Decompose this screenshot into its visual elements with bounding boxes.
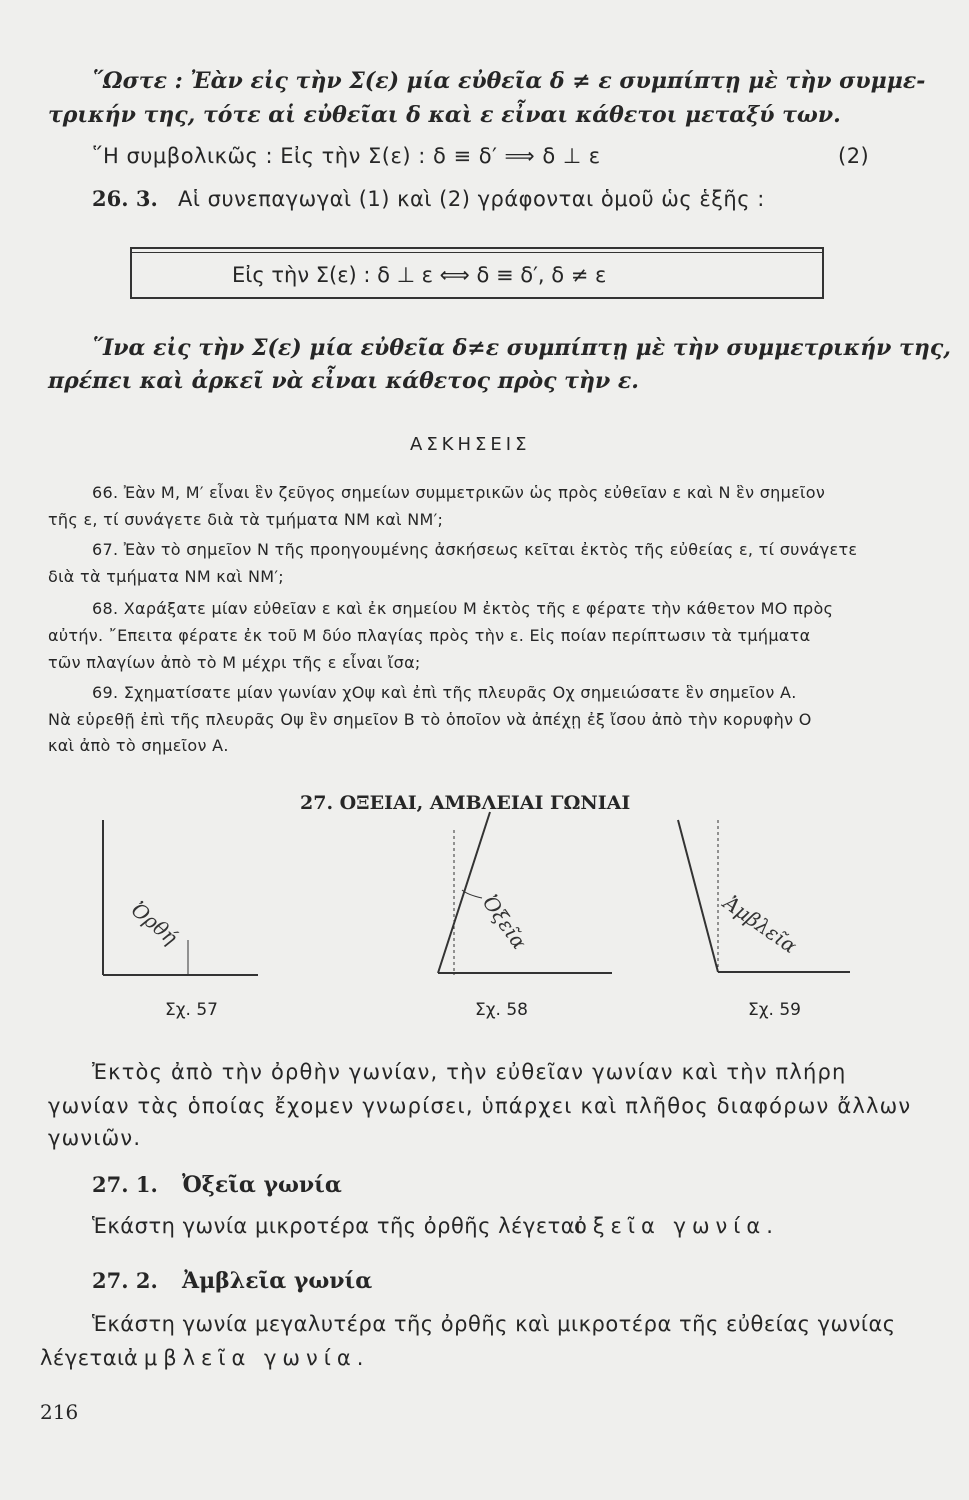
theorem-line-2: πρέπει καὶ ἀρκεῖ νὰ εἶναι κάθετος πρὸς τὴν ε. xyxy=(48,368,639,394)
figure-59-label: Ἀμβλεῖα xyxy=(719,890,802,959)
section-26-3-number: 26. 3. xyxy=(92,186,158,211)
exercise-67-line-2: διὰ τὰ τμήματα ΝΜ καὶ ΝΜ′; xyxy=(48,567,284,586)
paragraph-1-line-1: Ἐκτὸς ἀπὸ τὴν ὀρθὴν γωνίαν, τὴν εὐθεῖαν γωνίαν καὶ τὴν πλήρη xyxy=(92,1060,847,1084)
section-27-heading: 27. ΟΞΕΙΑΙ, ΑΜΒΛΕΙΑΙ ΓΩΝΙΑΙ xyxy=(300,792,631,814)
figure-59-obtuse-angle xyxy=(678,820,850,972)
paragraph-3-line-2: λέγεται xyxy=(40,1346,125,1370)
exercise-69-line-3: καὶ ἀπὸ τὸ σημεῖον Α. xyxy=(48,736,229,755)
caption-figure-58: Σχ. 58 xyxy=(475,1000,529,1020)
conclusion-line-1: ῞Ωστε : Ἐὰν εἰς τὴν Σ(ε) μία εὐθεῖα δ ≠ ε συμπίπτῃ μὲ τὴν συμμε- xyxy=(92,68,926,94)
exercise-68-line-1: 68. Χαράξατε μίαν εὐθεῖαν ε καὶ ἐκ σημείου Μ ἐκτὸς τῆς ε φέρατε τὴν κάθετον ΜΟ πρὸς xyxy=(92,599,834,618)
exercise-66-line-1: 66. Ἐὰν Μ, Μ′ εἶναι ἓν ζεῦγος σημείων συμμετρικῶν ὡς πρὸς εὐθεῖαν ε καὶ Ν ἓν σημεῖον xyxy=(92,483,826,502)
exercises-heading: ΑΣΚΗΣΕΙΣ xyxy=(410,434,531,455)
figure-58-label: Ὀξεῖα xyxy=(477,891,532,954)
paragraph-2-term: ὀξεῖα γωνία. xyxy=(574,1214,779,1238)
equivalence-formula: Εἰς τὴν Σ(ε) : δ ⊥ ε ⟺ δ ≡ δ′, δ ≠ ε xyxy=(232,263,607,287)
equation-number-2: (2) xyxy=(838,144,870,168)
exercise-68-line-3: τῶν πλαγίων ἀπὸ τὸ Μ μέχρι τῆς ε εἶναι ἴσα; xyxy=(48,653,421,672)
conclusion-line-2: τρικήν της, τότε αἱ εὐθεῖαι δ καὶ ε εἶναι κάθετοι μεταξύ των. xyxy=(48,102,841,128)
section-27-1-title: Ὀξεῖα γωνία xyxy=(182,1172,342,1198)
paragraph-1-line-2: γωνίαν τὰς ὁποίας ἔχομεν γνωρίσει, ὑπάρχει καὶ πλῆθος διαφόρων ἄλλων xyxy=(48,1094,912,1118)
caption-figure-57: Σχ. 57 xyxy=(165,1000,219,1020)
paragraph-3-line-1: Ἑκάστη γωνία μεγαλυτέρα τῆς ὀρθῆς καὶ μικροτέρα τῆς εὐθείας γωνίας xyxy=(92,1312,896,1336)
section-27-1-number: 27. 1. xyxy=(92,1172,158,1197)
paragraph-3-term: ἀμβλεῖα γωνία. xyxy=(124,1346,370,1370)
figure-58-acute-angle xyxy=(438,812,612,975)
exercise-68-line-2: αὐτήν. ῎Επειτα φέρατε ἐκ τοῦ Μ δύο πλαγίας πρὸς τὴν ε. Εἰς ποίαν περίπτωσιν τὰ τμήματα xyxy=(48,626,811,645)
exercise-69-line-2: Νὰ εὑρεθῇ ἐπὶ τῆς πλευρᾶς Οψ ἓν σημεῖον Β τὸ ὁποῖον νὰ ἀπέχῃ ἐξ ἴσου ἀπὸ τὴν κορυφὴν Ο xyxy=(48,710,812,729)
paragraph-1-line-3: γωνιῶν. xyxy=(48,1126,142,1150)
paragraph-2-text: Ἑκάστη γωνία μικροτέρα τῆς ὀρθῆς λέγεται xyxy=(92,1214,583,1238)
exercise-67-line-1: 67. Ἐὰν τὸ σημεῖον Ν τῆς προηγουμένης ἀσκήσεως κεῖται ἐκτὸς τῆς εὐθείας ε, τί συνάγετε xyxy=(92,540,858,559)
section-26-3-text: Αἱ συνεπαγωγαὶ (1) καὶ (2) γράφονται ὁμοῦ ὡς ἑξῆς : xyxy=(178,187,765,211)
section-27-2-number: 27. 2. xyxy=(92,1268,158,1293)
caption-figure-59: Σχ. 59 xyxy=(748,1000,802,1020)
figure-57-right-angle xyxy=(103,820,258,975)
page-number: 216 xyxy=(40,1400,79,1424)
exercise-69-line-1: 69. Σχηματίσατε μίαν γωνίαν χΟψ καὶ ἐπὶ τῆς πλευρᾶς Οχ σημειώσατε ἓν σημεῖον Α. xyxy=(92,683,797,702)
exercise-66-line-2: τῆς ε, τί συνάγετε διὰ τὰ τμήματα ΝΜ καὶ ΝΜ′; xyxy=(48,510,444,529)
theorem-line-1: ῞Ινα εἰς τὴν Σ(ε) μία εὐθεῖα δ≠ε συμπίπτῃ μὲ τὴν συμμετρικήν της, xyxy=(92,335,951,361)
figure-57-label: Ὀρθή xyxy=(126,897,183,950)
symbolic-line: ῞Η συμβολικῶς : Εἰς τὴν Σ(ε) : δ ≡ δ′ ⟹ δ ⊥ ε xyxy=(92,144,601,168)
section-27-2-title: Ἀμβλεῖα γωνία xyxy=(182,1268,373,1294)
